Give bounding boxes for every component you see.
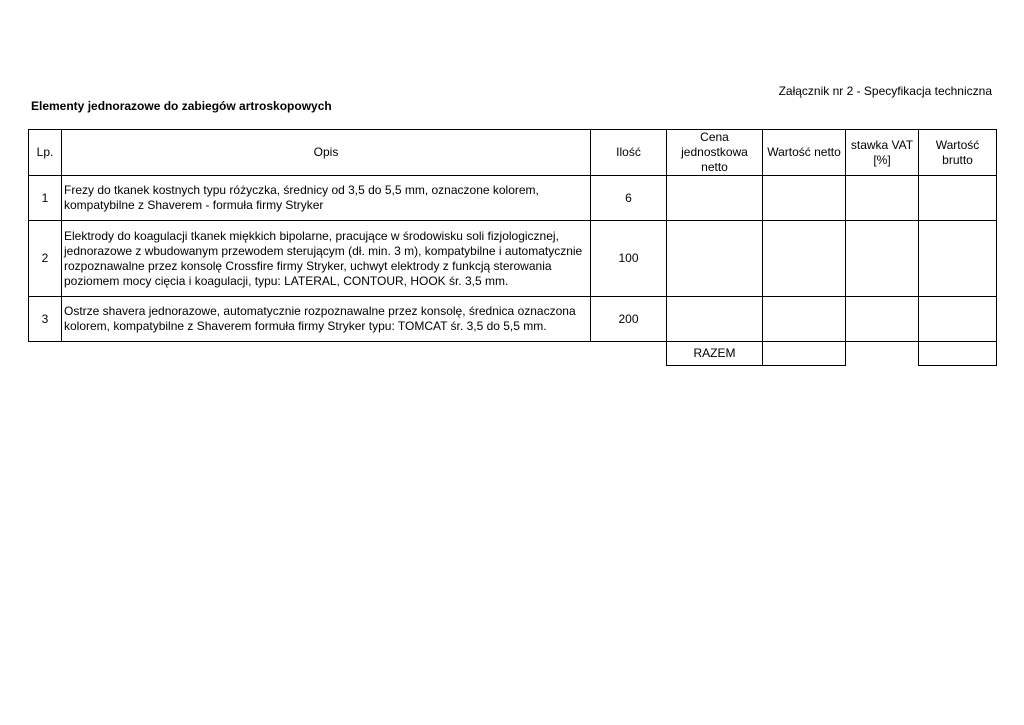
row-opis: Frezy do tkanek kostnych typu różyczka, średnicy od 3,5 do 5,5 mm, oznaczone kolorem, kompatybilne z Shaverem - formuła firmy Stryker [62, 176, 591, 221]
row-lp: 3 [29, 297, 62, 342]
annex-label: Załącznik nr 2 - Specyfikacja techniczna [778, 84, 992, 98]
row-netto-cell[interactable] [763, 176, 846, 221]
table-row [29, 221, 997, 297]
row-vat-cell[interactable] [846, 297, 919, 342]
empty-cell [29, 342, 62, 366]
col-header-wartosc-netto: Wartość netto [763, 130, 846, 176]
empty-cell [62, 342, 591, 366]
total-label: RAZEM [667, 342, 763, 366]
col-header-wartosc-brutto: Wartość brutto [919, 130, 997, 176]
col-header-lp: Lp. [29, 130, 62, 176]
empty-cell [591, 342, 667, 366]
table-row [29, 176, 997, 221]
row-cena-cell[interactable] [667, 176, 763, 221]
row-cena-cell[interactable] [667, 297, 763, 342]
col-header-ilosc: Ilość [591, 130, 667, 176]
row-opis: Elektrody do koagulacji tkanek miękkich bipolarne, pracujące w środowisku soli fizjologicznej, jednorazowe z wbudowanym przewodem sterującym (dł. min. 3 m), kompatybilne i automatycznie rozpoznawalne przez konsolę Crossfire firmy Stryker, uchwyt elektrody z funkcją sterowania poziomem mocy cięcia i koagulacji, typu: LATERAL, CONTOUR, HOOK śr. 3,5 mm. [62, 221, 591, 297]
row-opis: Ostrze shavera jednorazowe, automatycznie rozpoznawalne przez konsolę, średnica oznaczona kolorem, kompatybilne z Shaverem formuła firmy Stryker typu: TOMCAT śr. 3,5 do 5,5 mm. [62, 297, 591, 342]
empty-cell [846, 342, 919, 366]
row-brutto-cell[interactable] [919, 176, 997, 221]
row-brutto-cell[interactable] [919, 297, 997, 342]
total-row [29, 342, 997, 366]
row-lp: 2 [29, 221, 62, 297]
total-netto-cell[interactable] [763, 342, 846, 366]
row-brutto-cell[interactable] [919, 221, 997, 297]
document-title: Elementy jednorazowe do zabiegów artroskopowych [31, 99, 332, 113]
row-netto-cell[interactable] [763, 297, 846, 342]
table-header-row [29, 130, 997, 176]
row-lp: 1 [29, 176, 62, 221]
total-brutto-cell[interactable] [919, 342, 997, 366]
row-ilosc: 100 [591, 221, 667, 297]
row-vat-cell[interactable] [846, 176, 919, 221]
table-row [29, 297, 997, 342]
row-netto-cell[interactable] [763, 221, 846, 297]
col-header-cena: Cena jednostkowa netto [667, 130, 763, 176]
col-header-stawka-vat: stawka VAT [%] [846, 130, 919, 176]
row-cena-cell[interactable] [667, 221, 763, 297]
row-ilosc: 6 [591, 176, 667, 221]
col-header-opis: Opis [62, 130, 591, 176]
row-ilosc: 200 [591, 297, 667, 342]
specification-table [28, 129, 997, 366]
row-vat-cell[interactable] [846, 221, 919, 297]
